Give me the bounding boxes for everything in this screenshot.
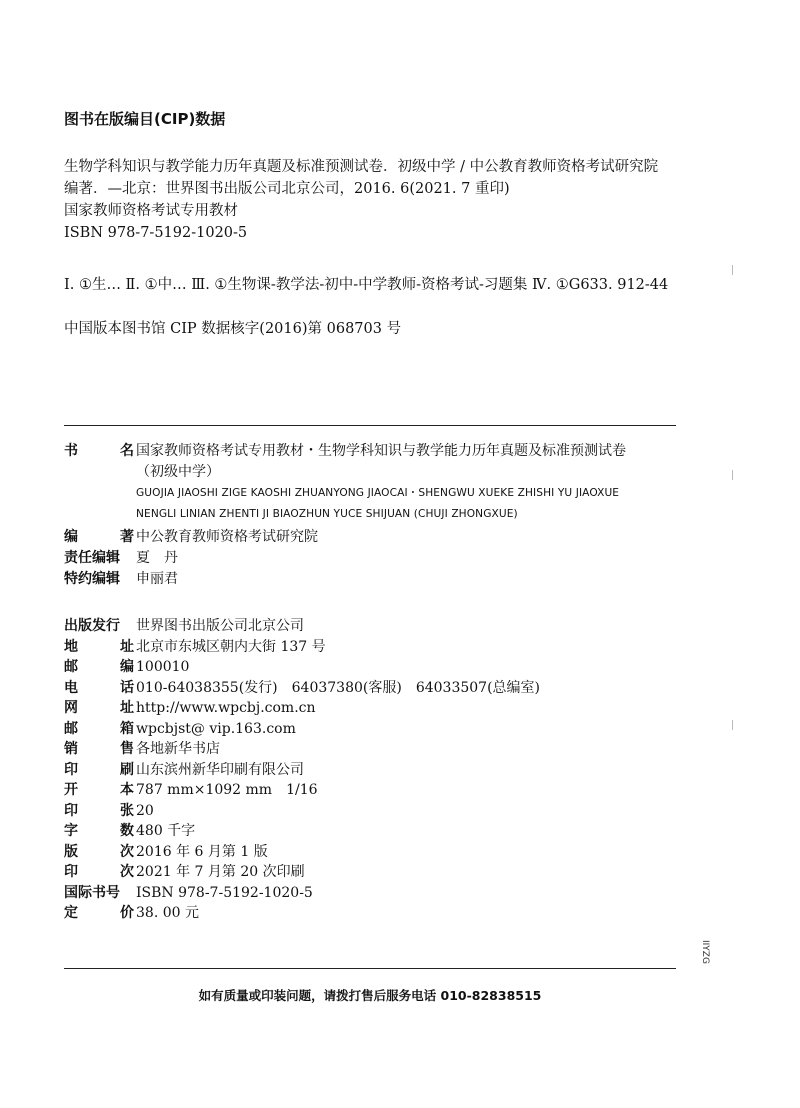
row-value: 787 mm×1092 mm 1/16 — [136, 782, 318, 798]
cip-line: ISBN 978-7-5192-1020-5 — [64, 225, 248, 241]
people-section — [64, 527, 684, 590]
row-label: 邮 箱 — [64, 720, 134, 737]
printer-row — [64, 760, 684, 781]
row-value: http://www.wpcbj.com.cn — [136, 700, 316, 716]
row-value: 中公教育教师资格考试研究院 — [136, 529, 318, 545]
special-editor-row — [64, 569, 684, 590]
bottom-divider — [64, 968, 676, 969]
cip-line: 生物学科知识与教学能力历年真题及标准预测试卷．初级中学 / 中公教育教师资格考试研究院 — [64, 159, 659, 175]
word-count-row — [64, 821, 684, 842]
scan-mark — [732, 265, 733, 275]
row-label: 印 次 — [64, 864, 134, 880]
pinyin-line: NENGLI LINIAN ZHENTI JI BIAOZHUN YUCE SHIJUAN (CHUJI ZHONGXUE) — [136, 508, 518, 520]
title-value — [134, 441, 684, 525]
row-label: 定 价 — [64, 905, 134, 921]
sales-row — [64, 739, 684, 760]
top-divider — [64, 425, 676, 426]
row-label: 开 本 — [64, 782, 134, 798]
row-value: 北京市东城区朝内大街 137 号 — [136, 638, 326, 655]
editor-row — [64, 548, 684, 569]
format-row — [64, 780, 684, 801]
sheets-row — [64, 801, 684, 822]
address-row — [64, 637, 684, 658]
row-label: 印 刷 — [64, 761, 134, 778]
title-row — [64, 441, 684, 525]
row-label: 国际书号 — [64, 884, 120, 901]
row-value: 各地新华书店 — [136, 741, 220, 757]
phone-row — [64, 678, 684, 699]
cip-line: 国家教师资格考试专用教材 — [64, 203, 238, 219]
row-value: wpcbjst@ vip.163.com — [136, 720, 296, 737]
service-notice: 如有质量或印装问题，请拨打售后服务电话 010-82838515 — [198, 988, 542, 1003]
row-value: 20 — [136, 802, 154, 819]
website-row — [64, 698, 684, 719]
edition-row — [64, 842, 684, 863]
row-label: 印 张 — [64, 802, 134, 819]
cip-line: 编著．—北京：世界图书出版公司北京公司，2016. 6(2021. 7 重印) — [64, 181, 510, 197]
side-code: IIYZG — [700, 940, 710, 964]
price-row — [64, 903, 684, 924]
title-line: （初级中学） — [136, 464, 220, 480]
row-value: 2021 年 7 月第 20 次印刷 — [136, 864, 305, 880]
postcode-row — [64, 657, 684, 678]
pinyin-line: GUOJIA JIAOSHI ZIGE KAOSHI ZHUANYONG JIAOCAI・SHENGWU XUEKE ZHISHI YU JIAOXUE — [136, 487, 620, 499]
row-label: 邮 编 — [64, 659, 134, 675]
row-label: 销 售 — [64, 741, 134, 757]
title-section — [64, 441, 684, 525]
email-row — [64, 719, 684, 740]
row-label: 网 址 — [64, 700, 134, 716]
title-line: 国家教师资格考试专用教材・生物学科知识与教学能力历年真题及标准预测试卷 — [136, 443, 626, 459]
row-value: 100010 — [136, 659, 190, 675]
scan-mark — [732, 470, 733, 480]
cip-heading: 图书在版编目(CIP)数据 — [64, 110, 226, 128]
scan-mark — [732, 720, 733, 730]
isbn-row — [64, 883, 684, 904]
row-label: 版 次 — [64, 843, 134, 860]
publication-section — [64, 616, 684, 924]
classification-line: Ⅰ. ①生… Ⅱ. ①中… Ⅲ. ①生物课-教学法-初中-中学教师-资格考试-习题集 Ⅳ. ①G633. 912-44 — [64, 277, 669, 293]
row-label: 字 数 — [64, 823, 134, 839]
row-label: 特约编辑 — [64, 571, 120, 587]
row-value: ISBN 978-7-5192-1020-5 — [136, 884, 313, 901]
row-value: 夏 丹 — [136, 550, 178, 566]
row-label: 出版发行 — [64, 618, 120, 634]
row-value: 2016 年 6 月第 1 版 — [136, 843, 268, 860]
cip-record — [64, 156, 704, 244]
publisher-row — [64, 616, 684, 637]
row-value: 38. 00 元 — [136, 905, 199, 921]
title-label: 书 名 — [64, 443, 134, 459]
row-value: 申丽君 — [136, 571, 178, 587]
row-label: 责任编辑 — [64, 550, 120, 566]
row-label: 地 址 — [64, 638, 134, 655]
printing-row — [64, 862, 684, 883]
row-value: 480 千字 — [136, 823, 196, 839]
row-label: 编 著 — [64, 529, 134, 545]
row-label: 电 话 — [64, 679, 134, 696]
author-row — [64, 527, 684, 548]
row-value: 世界图书出版公司北京公司 — [136, 618, 304, 634]
row-value: 010-64038355(发行) 64037380(客服) 64033507(总编室) — [136, 679, 540, 696]
cip-number: 中国版本图书馆 CIP 数据核字(2016)第 068703 号 — [64, 321, 402, 337]
row-value: 山东滨州新华印刷有限公司 — [136, 761, 304, 778]
